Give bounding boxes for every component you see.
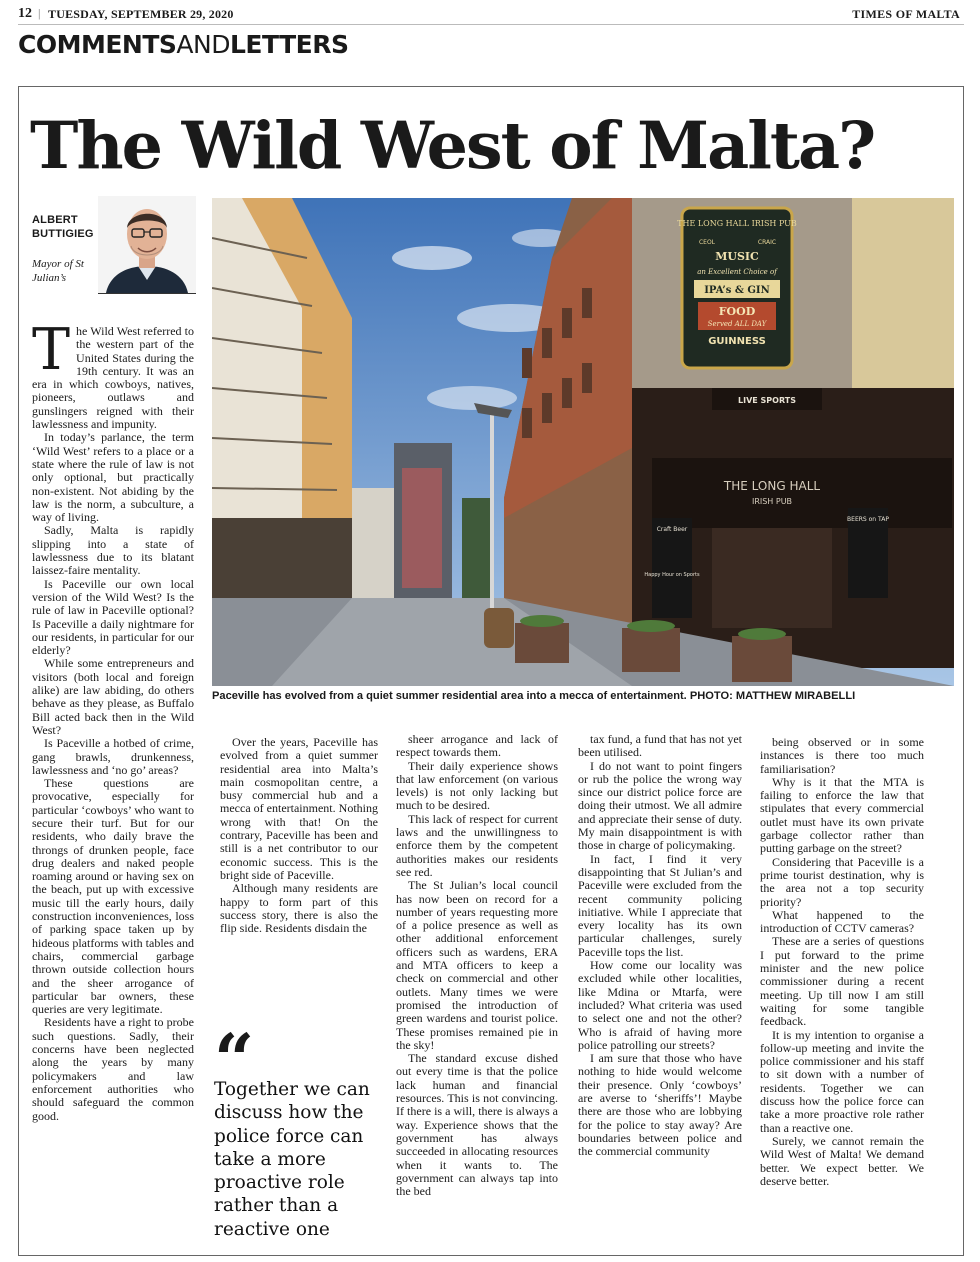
sign-happy-hour: Happy Hour on Sports <box>644 572 700 578</box>
paragraph: In today’s parlance, the term ‘Wild West’ refers to a place or a state where the rule of law is not only optional, but practically non-existent. Not abiding by the law is the norm, a subculture, a way of living. <box>32 430 194 525</box>
sign-craft-beer: Craft Beer <box>656 526 688 533</box>
photo-caption: Paceville has evolved from a quiet summer residential area into a mecca of entertainment. PHOTO: MATTHEW MIRABELLI <box>212 690 856 702</box>
sign-ipas: IPA’s & GIN <box>704 285 770 296</box>
paragraph: being observed or in some instances is there too much familiarisation? <box>760 735 924 776</box>
sign-guinness: GUINNESS <box>708 336 766 347</box>
paragraph: This lack of respect for current laws and the unwillingness to enforce them by the competent authorities makes our residents see red. <box>396 811 558 879</box>
sign-music: MUSIC <box>715 250 759 263</box>
section-title <box>18 30 349 64</box>
paragraph: How come our locality was excluded while other localities, like Mdina or Mtarfa, were included? What criteria was used to select one and not the other? Who is afraid of having more police patrolling our streets? <box>578 958 742 1052</box>
article-column-5 <box>760 736 924 1188</box>
sign-served: Served ALL DAY <box>707 320 767 328</box>
sign-choice: an Excellent Choice of <box>697 268 777 276</box>
sign-food: FOOD <box>718 305 756 318</box>
paragraph: Although many residents are happy to form part of this success story, there is also the flip side. Residents disdain the <box>220 881 378 936</box>
page-header <box>18 6 964 25</box>
author-photo <box>98 196 196 294</box>
sign-live-sports: LIVE SPORTS <box>738 396 796 405</box>
article-column-1 <box>32 317 194 1123</box>
paragraph: While some entrepreneurs and visitors (both local and foreign alike) are law abiding, do others behave as they please, as Buffalo Bill acted back then in the Wild West? <box>32 656 194 737</box>
author-name: ALBERT BUTTIGIEG <box>32 214 94 240</box>
drop-cap: T <box>32 317 71 383</box>
paragraph: These are a series of questions I put forward to the prime minister and the new police commissioner during a recent meeting. Up till now I am still waiting for some tangible feedback. <box>760 934 924 1029</box>
paragraph: In fact, I find it very disappointing that St Julian’s and Paceville were excluded from the recent community policing initiative. While I appreciate that every locality has its own particular challenges, surely Paceville tops the list. <box>578 851 742 959</box>
paragraph: Is Paceville a hotbed of crime, gang brawls, drunkenness, lawlessness and ‘no go’ areas? <box>32 736 194 777</box>
paragraph: Is Paceville our own local version of the Wild West? Is the rule of law in Paceville optional? Is Paceville a daily nightmare for our residents, in particular for our elderly? <box>32 576 194 658</box>
paragraph: What happened to the introduction of CCTV cameras? <box>760 907 924 936</box>
paragraph: Over the years, Paceville has evolved from a quiet summer residential area into Malta’s main cosmopolitan centre, a busy commercial hub and a mecca of entertainment. Nothing wrong with that! On the contrary, Paceville has been and still is a net contributor to our economic success. This is the bright side of Paceville. <box>220 735 378 882</box>
section-title-and: AND <box>176 30 230 59</box>
paragraph: tax fund, a fund that has not yet been utilised. <box>578 732 742 760</box>
paragraph: Considering that Paceville is a prime tourist destination, why is the area not a top security priority? <box>760 854 924 909</box>
paragraph: I am sure that those who have nothing to hide would welcome their presence. Only ‘cowboys’ are averse to ‘sheriffs’! Maybe there are those who are lobbying for the police to stay away? Are boundaries between police and the commercial community <box>578 1051 742 1159</box>
paragraph: The standard excuse dished out every time is that the police lack human and financial resources. This is not convincing. If there is a will, there is always a way. Experience shows that the government has always succeeded in allocating resources when it wants to. The government can always tap into the bed <box>396 1051 558 1199</box>
paragraph: I do not want to point fingers or rub the police the wrong way since our district police force are doing their utmost. We all admire and appreciate their sense of duty. My main disappointment is with those in charge of policymaking. <box>578 758 742 853</box>
publication-name: TIMES OF MALTA <box>852 7 960 21</box>
paragraph: It is my intention to organise a follow-up meeting and invite the police commissioner and his staff to sit down with a number of residents. Together we can discuss how the police force can take a more proactive role rather than a reactive one. <box>760 1027 924 1135</box>
sign-facade-sub: IRISH PUB <box>751 497 793 506</box>
sign-pub-name: THE LONG HALL IRISH PUB <box>677 219 797 228</box>
header-separator: | <box>38 6 41 20</box>
sign-ceol: CEOL <box>698 239 716 246</box>
pull-quote: Together we can discuss how the police force can take a more proactive role rather than a reactive one <box>214 1079 370 1240</box>
paragraph: Their daily experience shows that law enforcement (on various levels) is not only lacking but much to be desired. <box>396 758 558 813</box>
paragraph: These questions are provocative, especially for particular ‘cowboys’ who want to secure their turf. But for our residents, who daily brave the throngs of drunken people, face drug dealers and naked people roaming around or having sex on the beach, put up with excessive music till the early hours, daily construction inconveniences, loss of parking space taken up by hideous platforms with tables and chairs, commercial garbage thrown outside collection hours and the sheer arrogance of particular bar owners, these queries are very legitimate. <box>32 776 194 1017</box>
sign-craic: CRAIC <box>757 239 777 246</box>
pull-quote-mark: “ <box>214 1018 255 1101</box>
author-role: Mayor of St Julian’s <box>32 258 84 284</box>
page-number: 12 <box>18 6 32 21</box>
article-column-4 <box>578 733 742 1159</box>
section-title-comments: COMMENTS <box>18 30 177 59</box>
article-column-3 <box>396 733 558 1198</box>
paragraph: he Wild West referred to the western part of the United States during the 19th century. It was an era in which cowboys, natives, pioneers, outlaws and gunslingers reigned with their lawlessness and impunity. <box>32 324 194 432</box>
article-column-2 <box>220 736 378 935</box>
sign-facade-name: THE LONG HALL <box>723 479 821 493</box>
main-photo <box>212 198 954 686</box>
article-headline: The Wild West of Malta? <box>30 108 875 184</box>
paragraph: The St Julian’s local council has now been on record for a number of years requesting more of a police presence as well as other additional enforcement officers such as wardens, ERA and MTA officers to keep a check on commercial and other outlets. Many times we were promised the introduction of green wardens and tourist police. These promises remained pie in the sky! <box>396 878 558 1052</box>
paragraph: Residents have a right to probe such questions. Sadly, their concerns have been neglected along the years by many policymakers and law enforcement authorities who should safeguard the common good. <box>32 1015 194 1123</box>
section-title-letters: LETTERS <box>229 30 349 59</box>
issue-date: TUESDAY, SEPTEMBER 29, 2020 <box>48 7 234 21</box>
paragraph: Surely, we cannot remain the Wild West of Malta! We demand better. We expect better. We deserve better. <box>760 1133 924 1188</box>
sign-beers-on-tap: BEERS on TAP <box>847 516 889 523</box>
paragraph: sheer arrogance and lack of respect towards them. <box>396 732 558 760</box>
paragraph: Sadly, Malta is rapidly slipping into a state of lawlessness due to its blatant laissez-faire mentality. <box>32 523 194 578</box>
paragraph: Why is it that the MTA is failing to enforce the law that stipulates that every commercial outlet must have its own private garbage collector rather than putting garbage on the street? <box>760 774 924 856</box>
